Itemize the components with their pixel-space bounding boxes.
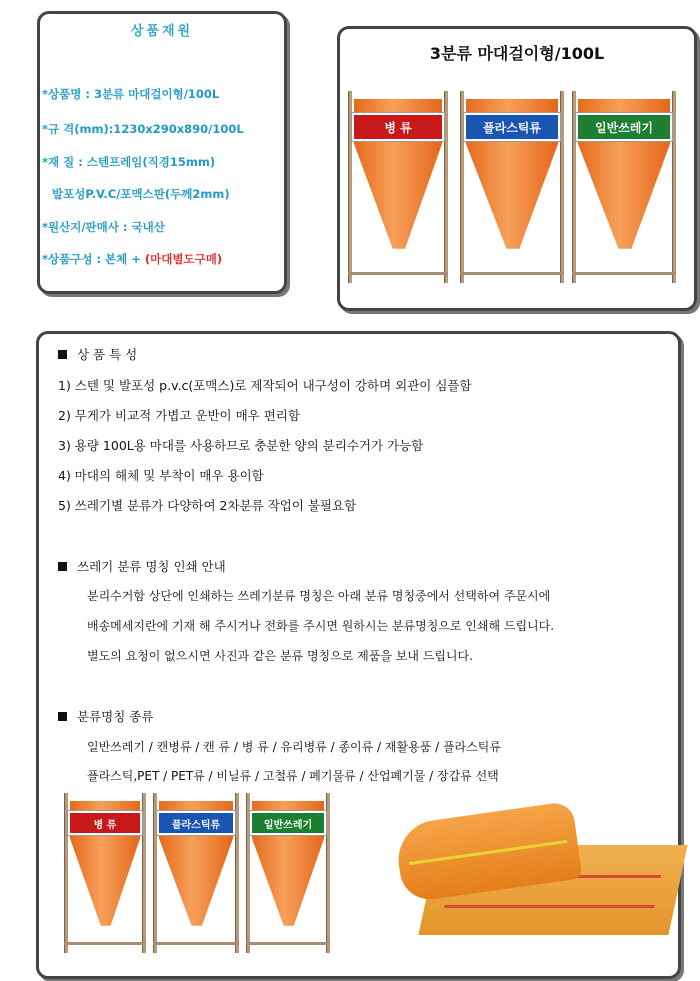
spec-product-name: *상품명 : 3분류 마대걸이형/100L (42, 87, 220, 101)
sign-general: 일반쓰레기 (576, 113, 672, 141)
stand-general (572, 91, 676, 283)
bottom-stand-general (246, 793, 330, 953)
sign-bottles: 병 류 (352, 113, 444, 141)
bottom-sign-plastic: 플라스틱류 (157, 811, 235, 835)
categories-line-1: 일반쓰레기 / 캔병류 / 캔 류 / 병 류 / 유리병류 / 종이류 / 재활용품 / 플라스틱류 (87, 740, 501, 754)
folded-sack-image (398, 813, 680, 938)
bottom-sign-bottles: 병 류 (68, 811, 142, 835)
bottom-sign-general: 일반쓰레기 (250, 811, 326, 835)
bottom-stand-bottles (64, 793, 146, 953)
spec-composition-note: (마대별도구매) (144, 252, 223, 266)
spec-card (37, 11, 287, 294)
feature-item-5: 5) 쓰레기별 분류가 다양하여 2차분류 작업이 불필요함 (58, 498, 357, 513)
printing-heading: 쓰레기 분류 명칭 인쇄 안내 (58, 557, 226, 575)
feature-item-1: 1) 스텐 및 발포성 p.v.c(포맥스)로 제작되어 내구성이 강하며 외관이 심플함 (58, 378, 472, 393)
square-bullet-icon (58, 562, 67, 571)
printing-line-1: 분리수거함 상단에 인쇄하는 쓰레기분류 명칭은 아래 분류 명칭중에서 선택하여 주문시에 (87, 589, 551, 603)
stand-bottles (348, 91, 448, 283)
spec-dimensions: *규 격(mm):1230x290x890/100L (42, 122, 244, 136)
spec-composition (42, 251, 222, 267)
categories-heading: 분류명칭 종류 (58, 707, 153, 725)
spec-material: *재 질 : 스텐프레임(직경15mm) (42, 155, 216, 169)
square-bullet-icon (58, 350, 67, 359)
product-photo-card (337, 26, 697, 311)
feature-item-4: 4) 마대의 해체 및 부착이 매우 용이함 (58, 468, 264, 483)
photo-title: 3분류 마대걸이형/100L (429, 44, 605, 63)
spec-material-2: 발포성P.V.C/포맥스판(두께2mm) (52, 187, 230, 201)
spec-origin: *원산지/판매사 : 국내산 (42, 220, 165, 234)
features-heading: 상 품 특 성 (58, 345, 137, 363)
feature-item-3: 3) 용량 100L용 마대를 사용하므로 충분한 양의 분리수거가 가능함 (58, 438, 424, 453)
square-bullet-icon (58, 712, 67, 721)
sign-plastic: 플라스틱류 (464, 113, 560, 141)
spec-title: 상품재원 (130, 24, 194, 39)
spec-composition-label: *상품구성 : 본체 + (42, 252, 145, 266)
printing-line-3: 별도의 요청이 없으시면 사진과 같은 분류 명칭으로 제품을 보내 드립니다. (87, 649, 473, 663)
bottom-stand-plastic (153, 793, 239, 953)
categories-line-2: 플라스틱,PET / PET류 / 비닐류 / 고철류 / 폐기물류 / 산업폐기물 / 장갑류 선택 (87, 769, 499, 783)
feature-item-2: 2) 무게가 비교적 가볍고 운반이 매우 편리함 (58, 408, 300, 423)
printing-line-2: 배송메세지란에 기재 해 주시거나 전화를 주시면 원하시는 분류명칭으로 인쇄해 드립니다. (87, 619, 555, 633)
stand-plastic (460, 91, 564, 283)
